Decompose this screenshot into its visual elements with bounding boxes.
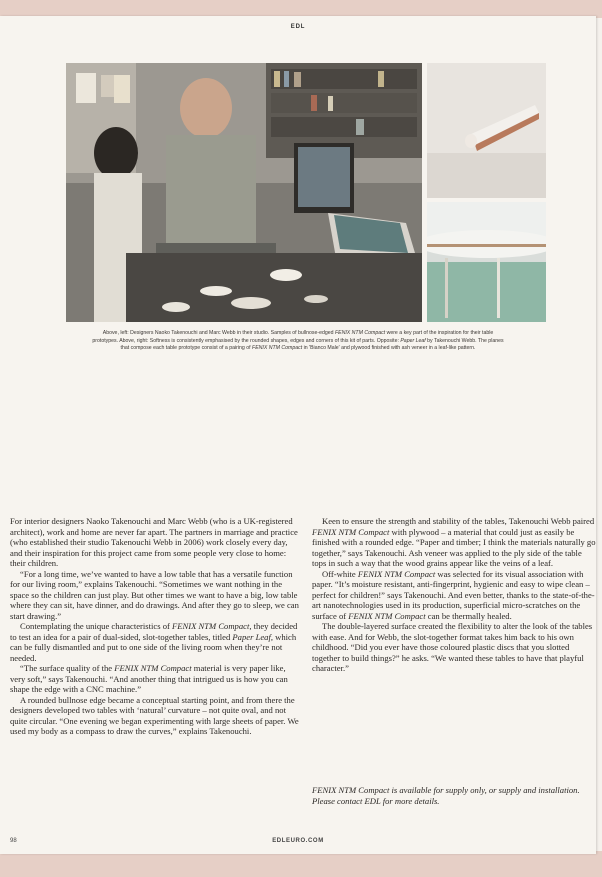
text-run-italic: FENIX NTM Compact xyxy=(312,526,390,537)
text-run: can be thermally healed. xyxy=(425,610,512,621)
article-column-right xyxy=(312,516,596,674)
text-run: , they decided to test an idea for a pair of dual-sided, slot-together tables, titled xyxy=(10,621,298,642)
article-paragraph xyxy=(10,621,300,663)
text-run: was selected for its visual association with paper. “It’s moisture resistant, anti-fingerprint, hygienic and easy to wipe clean – perfect for children!” says Takenouchi. And even better, thanks to the state-of-the-art nanotechnologies used in its production, superficial micro-scratches on the surface of xyxy=(312,568,595,621)
caption-italic: Paper Leaf xyxy=(400,337,426,344)
text-run-italic: FENIX NTM Compact xyxy=(114,663,192,673)
text-run-italic: FENIX NTM Compact xyxy=(348,610,426,621)
text-run-italic: FENIX NTM Compact xyxy=(172,621,250,631)
caption-text: by Takenouchi Webb. The planes that compose each table prototype consist of a pairing of xyxy=(120,337,504,352)
photo-caption xyxy=(92,330,504,353)
caption-italic: FENIX NTM Compact xyxy=(252,345,303,352)
magazine-page xyxy=(0,16,596,854)
text-run: with plywood – a material that could just as easily be finished with a rounded edge. “Paper and timber; I think the materials naturally go together,” says Takenouchi. Ash veneer was applied to the ply side of the table tops in such a way that the wood grains appear like the veins of a leaf. xyxy=(312,526,596,568)
text-run: “The surface quality of the xyxy=(20,663,115,673)
page-header: EDL xyxy=(290,24,306,30)
table-prototype-illustration xyxy=(427,202,546,322)
text-run: material is very paper like, very soft,” says Takenouchi. “And another thing that intrigued us is how you can shape the edge with a CNC machine.” xyxy=(10,663,288,694)
edge-detail-illustration xyxy=(427,63,546,198)
article-paragraph: The double-layered surface created the flexibility to alter the look of the tables with ease. And for Webb, the slot-together format takes him back to his own childhood. “Did you ever have those coloured plastic discs that you slotted together to build things?” he asks. “We wanted these tables to have that playful character.” xyxy=(312,621,593,673)
photo-designers-in-studio xyxy=(66,63,422,322)
bottom-band xyxy=(0,851,602,877)
article-column-left xyxy=(10,516,300,737)
availability-note: FENIX NTM Compact is available for supply only, or supply and installation. Please contact EDL for more details. xyxy=(312,785,580,806)
photo-table-prototype xyxy=(427,202,546,322)
text-run-italic: FENIX NTM Compact xyxy=(357,568,436,579)
caption-text: Above, left: Designers Naoko Takenouchi and Marc Webb in their studio. Samples of bullnose-edged xyxy=(102,330,335,336)
footer-website: EDLEURO.COM xyxy=(272,838,324,844)
article-paragraph: “For a long time, we’ve wanted to have a low table that has a versatile function for our living room,” explains Takenouchi. “Sometimes we want nothing in the space so the children can just play. But other times we want to have a big, low table where they can sit, have dinner, and do drawings. And after they go to sleep, we can start drawing.” xyxy=(10,568,299,621)
text-run-italic: Paper Leaf xyxy=(232,631,271,642)
text-run: Off-white xyxy=(322,568,358,579)
photo-bullnose-edge-detail xyxy=(427,63,546,198)
studio-photo-illustration xyxy=(66,63,422,322)
caption-text: were a key part of the inspiration for their table prototypes. Above, right: Softness is consistently emphasised by the rounded shapes, edges and corners of this kit of parts. Opposite: xyxy=(92,330,494,344)
article-paragraph xyxy=(312,516,596,569)
article-paragraph xyxy=(10,663,300,695)
text-run: Keen to ensure the strength and stability of the tables, Takenouchi Webb paired xyxy=(322,516,595,526)
article-paragraph: A rounded bullnose edge became a conceptual starting point, and from there the designers developed two tables with ‘natural’ curvature – not quite oval, and not quite circular. “One evening we began experimenting with large sheets of paper. We used my body as a compass to draw the curves,” explains Takenouchi. xyxy=(10,694,299,736)
article-paragraph xyxy=(312,569,596,622)
caption-italic: FENIX NTM Compact xyxy=(334,330,386,336)
page-number: 98 xyxy=(10,838,17,844)
text-run: , which can be fully dismantled and put to one side of the living room when they’re not needed. xyxy=(10,631,297,663)
text-run: Contemplating the unique characteristics of xyxy=(20,621,173,631)
caption-text: in 'Bianco Male' and plywood finished with ash veneer in a leaf-like pattern. xyxy=(302,345,476,352)
article-paragraph: For interior designers Naoko Takenouchi and Marc Webb (who is a UK-registered architect), work and home are never far apart. The partners in marriage and practice (who established their studio Takenouchi Webb in 2006) work closely every day, and their inspiration for this project came from some people very close to home: their children. xyxy=(10,516,298,568)
